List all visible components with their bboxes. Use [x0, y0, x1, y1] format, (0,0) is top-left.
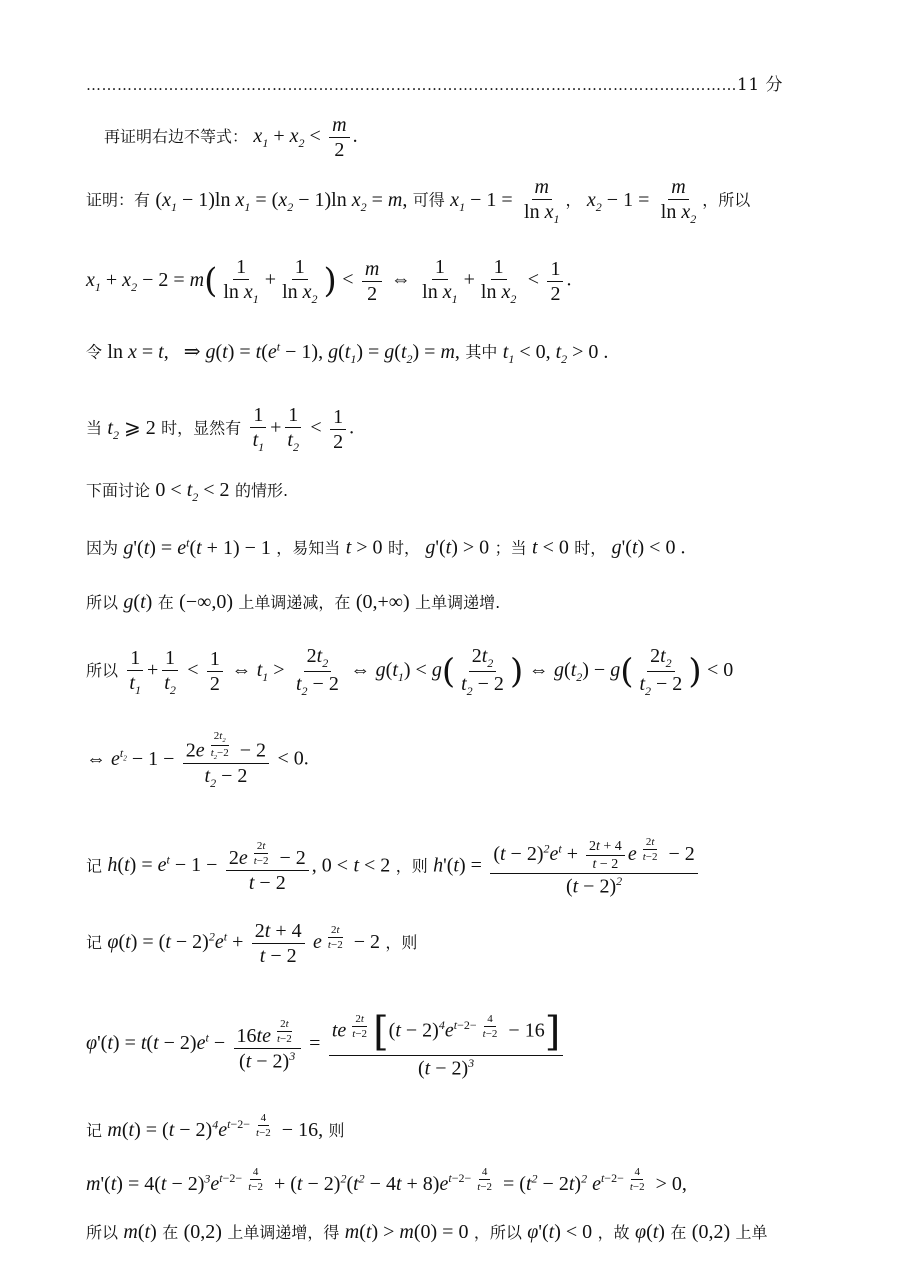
line-10: ⇔ $e^{t_2} - 1$ − 2e $^{\frac{2t_2}{t_2-2}}$ − 2 $t_2 - 2$ < 0.	[86, 730, 309, 790]
score-label: 11 分	[737, 75, 784, 95]
line-14: 记 $m(t) = (t - 2)^4e^{t-2- \frac{4}{t-2}}$ − 16, 则	[86, 1112, 345, 1141]
line-01: 再证明右边不等式： $x_1 + x_2$ < $\frac{m}{2}$ .	[104, 114, 358, 161]
line-12: 记 $\varphi(t) = (t - 2)^2e^t$ + $\frac{2t + 4}{t - 2}$ e $^{\frac{2t}{t-2}}$ − 2 ，则	[86, 920, 418, 967]
dot-leader: ………………………………………………………………………………………………………………	[86, 76, 737, 94]
line-06: 下面讨论 $0 < t_2 < 2$ 的情形.	[86, 479, 289, 504]
line-07: 因为 $g'(t) = e^t(t + 1) - 1$ ，易知当 t > 0 时， g'(t) > 0 ；当 t < 0 时， g'(t) < 0 .	[86, 535, 686, 559]
score-marker-line	[86, 70, 784, 95]
line-05: 当 $t_2$ ⩾ 2 时，显然有 $\frac{1}{t_1}$ + $\frac{1}{t_2}$ < $\frac{1}{2}$ .	[86, 404, 355, 454]
line-02: 证明：有 $(x_1 - 1)\ln$ $x_1 = (x_2 - 1)\ln$ $x_2 = m$, 可得 $x_1 - 1$ = $\frac{m}{\ln x_1}$ ， $x_2 - 1$ = $\frac{m}{\ln x_2}$ ，所以	[86, 176, 751, 226]
line-16: 所以 m(t) 在 (0,2) 上单调递增，得 m(t) > m(0) = 0 ，所以 φ'(t) < 0 ，故 φ(t) 在 (0,2) 上单	[86, 1221, 768, 1243]
line-11: 记 $h(t) = e^t - 1$ − 2e $^{\frac{2t}{t-2}}$ − 2 t − 2 , 0 < t < 2 ，则 h'(t) = $(t - 2)^2e^t$ + $\frac{2t + 4}{t - 2}$ e $^{\frac{2t}{t-2}}$ − 2 $(t - 2)^2$	[86, 836, 701, 898]
line-04: 令 ln x = t, ⇒ $g(t) = t(e^t - 1)$, $g(t_1) = g(t_2) = m$, 其中 $t_1 < 0$, $t_2 > 0$ .	[86, 339, 609, 366]
line-03: $x_1 + x_2 - 2 = m$( $\frac{1}{\ln x_1}$ + $\frac{1}{\ln x_2}$ ) < $\frac{m}{2}$ ⇔ $\frac{1}{\ln x_1}$ + $\frac{1}{\ln x_2}$ < $\frac{1}{2}$ .	[86, 256, 572, 306]
line-13: $\varphi'(t) = t(t - 2)e^t$ − 16te $^{\frac{2t}{t-2}}$ $(t - 2)^3$ = te $^{\frac{2t}{t-2}}$ [$(t - 2)^4e^{t-2- \frac{4}{t-2}}$ − 16] $(t - 2)^3$	[86, 1010, 566, 1080]
line-15: $m'(t) = 4(t - 2)^3e^{t-2- \frac{4}{t-2}}$ + $(t - 2)^2(t^2 - 4t + 8)e^{t-2- \frac{4}{t-2}}$ = $(t^2 - 2t)^2$ $e^{t-2- \frac{4}{t-2}}$ > 0,	[86, 1166, 687, 1195]
line-09: 所以 $\frac{1}{t_1}$ + $\frac{1}{t_2}$ < $\frac{1}{2}$ ⇔ $t_1$ > $\frac{2t_2}{t_2 - 2}$ ⇔ $g(t_1) < g$( $\frac{2t_2}{t_2 - 2}$ ) ⇔ $g(t_2) - g$( $\frac{2t_2}{t_2 - 2}$ ) < 0	[86, 645, 734, 699]
line-08: 所以 g(t) 在 (−∞,0) 上单调递减，在 (0,+∞) 上单调递增.	[86, 591, 501, 613]
